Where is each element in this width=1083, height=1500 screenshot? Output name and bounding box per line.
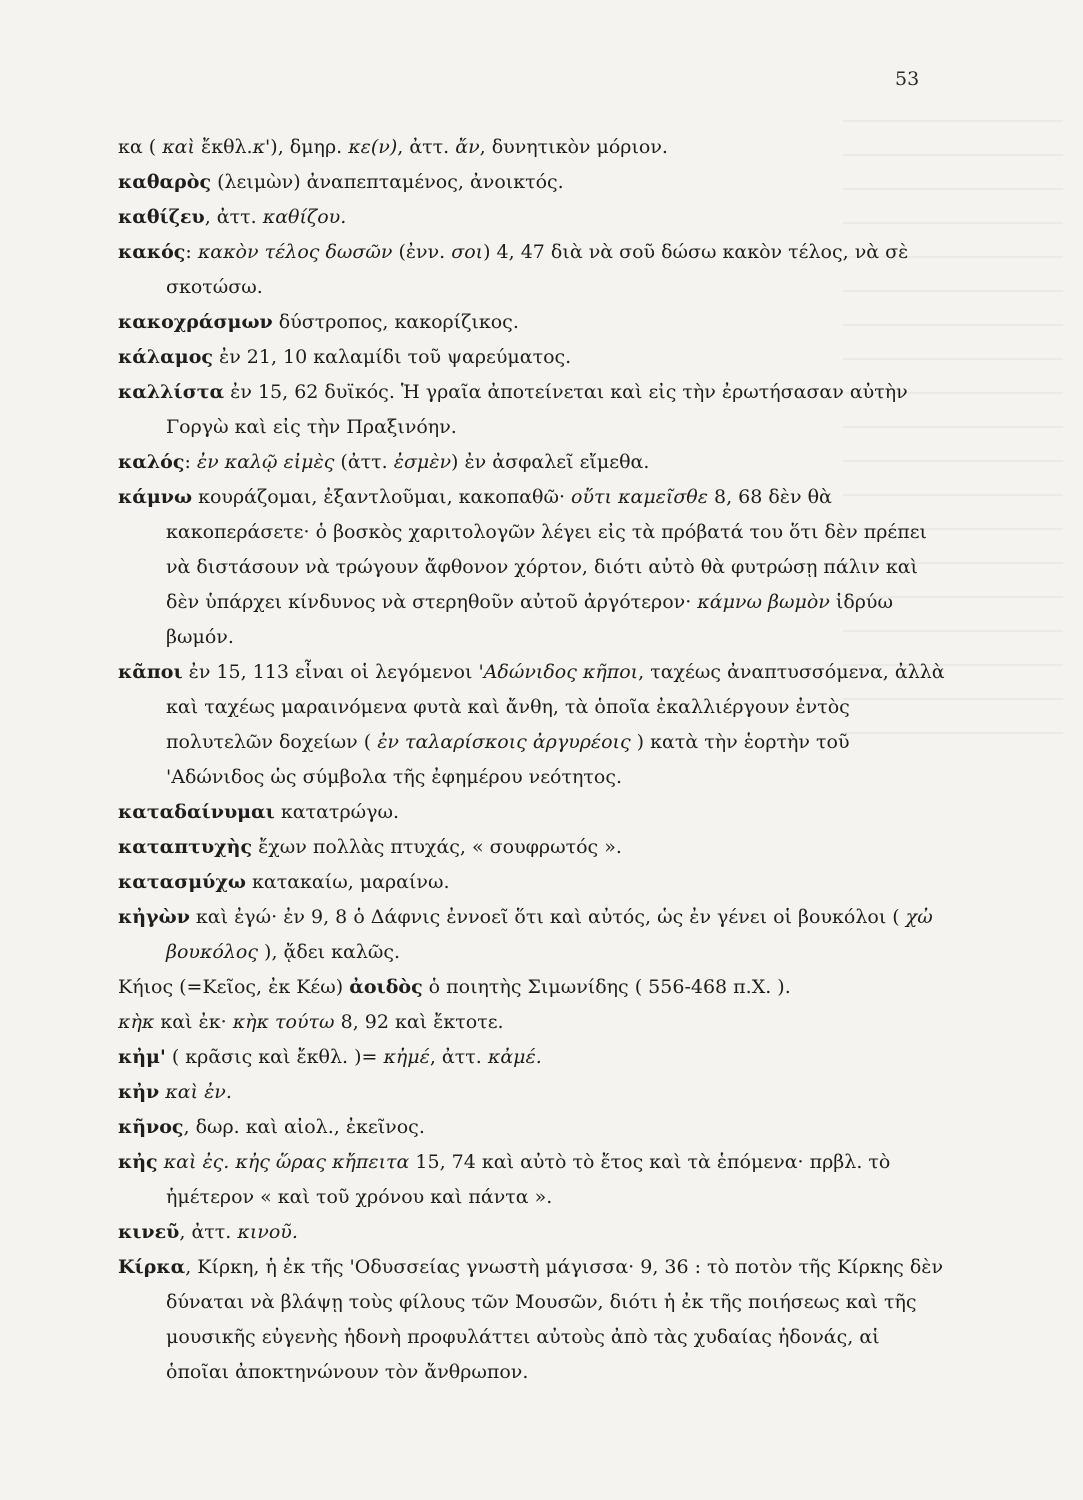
entry-text: ὁ ποιητὴς Σιμωνίδης ( 556-468 π.Χ. ). bbox=[422, 976, 791, 998]
italic-quote: ἐσμὲν bbox=[393, 451, 452, 473]
headword: κακός bbox=[118, 241, 186, 263]
headword: κἠμ' bbox=[118, 1046, 166, 1068]
glossary-entry bbox=[118, 970, 948, 1005]
italic-quote: καὶ ἐν. bbox=[165, 1081, 232, 1103]
entry-text: κατακαίω, μαραίνω. bbox=[245, 871, 450, 893]
entry-text: , ἀττ. bbox=[204, 206, 263, 228]
glossary-entry bbox=[118, 1215, 948, 1250]
italic-quote: καὶ ἐς. κἠς ὥρας κἤπειτα bbox=[163, 1151, 410, 1173]
italic-quote: κάμνω βωμὸν bbox=[697, 591, 830, 613]
entry-text: δύστροπος, κακορίζικος. bbox=[272, 311, 519, 333]
italic-quote: κἀμέ. bbox=[487, 1046, 542, 1068]
entry-text: ), ᾄδει καλῶς. bbox=[258, 941, 401, 963]
entry-text: ἔκθλ. bbox=[194, 136, 253, 158]
entry-text: , ἀττ. bbox=[429, 1046, 488, 1068]
entry-text: ἐν 15, 113 εἶναι οἱ λεγόμενοι bbox=[182, 661, 479, 683]
entry-text: 8, 92 καὶ ἔκτοτε. bbox=[334, 1011, 504, 1033]
entry-text: : bbox=[185, 241, 198, 263]
glossary-entry bbox=[118, 375, 948, 445]
entry-text: ( κρᾶσις καὶ ἔκθλ. )= bbox=[165, 1046, 384, 1068]
italic-quote: καθίζου. bbox=[262, 206, 347, 228]
entry-text: ἐν 15, 62 δυϊκός. Ἡ γραῖα ἀποτείνεται καὶ εἰς τὴν ἐρωτήσασαν αὐτὴν Γοργὼ καὶ εἰς τὴν Πραξινόην. bbox=[166, 381, 908, 438]
glossary-entry bbox=[118, 445, 948, 480]
headword: κακοχράσμων bbox=[118, 311, 273, 333]
page-number: 53 bbox=[895, 68, 920, 90]
glossary-entries bbox=[118, 130, 948, 1390]
entry-text: , δυνητικὸν μόριον. bbox=[479, 136, 668, 158]
headword: κἠν bbox=[118, 1081, 160, 1103]
italic-quote: κε(ν) bbox=[348, 136, 398, 158]
entry-text: κα ( bbox=[118, 136, 163, 158]
italic-quote: χὠ βουκόλος bbox=[166, 906, 933, 963]
headword: κῆνος bbox=[118, 1116, 184, 1138]
glossary-entry bbox=[118, 165, 948, 200]
headword: καταδαίνυμαι bbox=[118, 801, 275, 823]
glossary-entry bbox=[118, 340, 948, 375]
italic-quote: καὶ bbox=[162, 136, 195, 158]
entry-text: ) ἐν ἀσφαλεῖ εἴμεθα. bbox=[451, 451, 650, 473]
glossary-entry bbox=[118, 900, 948, 970]
headword: κᾶποι bbox=[118, 661, 183, 683]
italic-quote: οὔτι καμεῖσθε bbox=[571, 486, 708, 508]
headword: Κίρκα bbox=[118, 1256, 186, 1278]
headword: καλός bbox=[118, 451, 185, 473]
entry-text: (ἐνν. bbox=[392, 241, 452, 263]
headword: καλλίστα bbox=[118, 381, 225, 403]
entry-text: (ἀττ. bbox=[334, 451, 394, 473]
headword: ἀοιδὸς bbox=[349, 976, 423, 998]
entry-text: , ταχέως ἀναπτυσσόμενα, ἀλλὰ καὶ ταχέως μαραινόμενα φυτὰ καὶ ἄνθη, τὰ ὁποῖα ἐκαλλιέργουν ἐντὸς πολυτελῶν δοχείων ( bbox=[166, 661, 945, 753]
glossary-entry bbox=[118, 865, 948, 900]
glossary-entry bbox=[118, 795, 948, 830]
entry-text: ) κατὰ τὴν ἑορτὴν τοῦ 'Αδώνιδος ὡς σύμβολα τῆς ἐφημέρου νεότητος. bbox=[166, 731, 850, 788]
italic-quote: ἐν ταλαρίσκοις ἀργυρέοις bbox=[377, 731, 631, 753]
entry-text: ἔχων πολλὰς πτυχάς, « σουφρωτός ». bbox=[252, 836, 622, 858]
glossary-entry bbox=[118, 1145, 948, 1215]
italic-quote: κἠμέ bbox=[383, 1046, 430, 1068]
entry-text: κατατρώγω. bbox=[274, 801, 399, 823]
entry-text: 8, 68 δὲν θὰ κακοπεράσετε· ὁ βοσκὸς χαριτολογῶν λέγει εἰς τὰ πρόβατά του ὅτι δὲν πρέπει νὰ διστάσουν νὰ τρώγουν ἄφθονον χόρτον, διότι αὐτὸ θὰ φυτρώσῃ πάλιν καὶ δὲν ὑπάρχει κίνδυνος νὰ στερηθοῦν αὐτοῦ ἀργότερον· bbox=[166, 486, 928, 613]
headword: καθαρὸς bbox=[118, 171, 212, 193]
glossary-entry bbox=[118, 200, 948, 235]
glossary-entry bbox=[118, 235, 948, 305]
headword: κἠγὼν bbox=[118, 906, 190, 928]
entry-text: , δωρ. καὶ αἰολ., ἐκεῖνος. bbox=[183, 1116, 425, 1138]
entry-text: : bbox=[184, 451, 197, 473]
glossary-entry bbox=[118, 1040, 948, 1075]
entry-text: ἱδρύω βωμόν. bbox=[166, 591, 893, 648]
entry-text: , ἀττ. bbox=[179, 1221, 238, 1243]
headword: καταπτυχὴς bbox=[118, 836, 253, 858]
glossary-entry bbox=[118, 130, 948, 165]
glossary-entry bbox=[118, 1075, 948, 1110]
headword: κἠς bbox=[118, 1151, 158, 1173]
headword: καθίζευ bbox=[118, 206, 205, 228]
entry-text: (λειμὼν) ἀναπεπταμένος, ἀνοικτός. bbox=[211, 171, 564, 193]
italic-quote: κακὸν τέλος δωσῶν bbox=[197, 241, 393, 263]
headword: κάμνω bbox=[118, 486, 193, 508]
headword: κινεῦ bbox=[118, 1221, 180, 1243]
glossary-entry bbox=[118, 830, 948, 865]
glossary-entry bbox=[118, 655, 948, 795]
entry-text: καὶ ἐκ· bbox=[154, 1011, 233, 1033]
italic-quote: ἐν καλῷ εἰμὲς bbox=[196, 451, 335, 473]
italic-quote: 'Αδώνιδος κῆποι bbox=[478, 661, 639, 683]
entry-text: ἐν 21, 10 καλαμίδι τοῦ ψαρεύματος. bbox=[212, 346, 572, 368]
entry-text: ) 4, 47 διὰ νὰ σοῦ δώσω κακὸν τέλος, νὰ σὲ σκοτώσω. bbox=[166, 241, 909, 298]
entry-text: Κήιος (=Κεῖος, ἐκ Κέω) bbox=[118, 976, 350, 998]
glossary-entry bbox=[118, 480, 948, 655]
entry-text: 15, 74 καὶ αὐτὸ τὸ ἔτος καὶ τὰ ἑπόμενα· πρβλ. τὸ ἡμέτερον « καὶ τοῦ χρόνου καὶ πάντα ». bbox=[166, 1151, 891, 1208]
entry-text: , Κίρκη, ἡ ἐκ τῆς 'Οδυσσείας γνωστὴ μάγισσα· 9, 36 : τὸ ποτὸν τῆς Κίρκης δὲν δύναται νὰ βλάψῃ τοὺς φίλους τῶν Μουσῶν, διότι ἡ ἐκ τῆς ποιήσεως καὶ τῆς μουσικῆς εὐγενὴς ἡδονὴ προφυλάττει αὐτοὺς ἀπὸ τὰς χυδαίας ἡδονάς, αἱ ὁποῖαι ἀποκτηνώνουν τὸν ἄνθρωπον. bbox=[166, 1256, 944, 1383]
headword: κάλαμος bbox=[118, 346, 213, 368]
glossary-entry bbox=[118, 1110, 948, 1145]
entry-text: ), δμηρ. bbox=[270, 136, 349, 158]
glossary-entry bbox=[118, 1005, 948, 1040]
glossary-entry bbox=[118, 305, 948, 340]
glossary-entry bbox=[118, 1250, 948, 1390]
italic-quote: κὴκ τούτω bbox=[232, 1011, 335, 1033]
italic-quote: ἄν bbox=[455, 136, 480, 158]
italic-quote: σοι bbox=[451, 241, 484, 263]
entry-text: καὶ ἐγώ· ἐν 9, 8 ὁ Δάφνις ἐννοεῖ ὅτι καὶ αὐτός, ὡς ἐν γένει οἱ βουκόλοι ( bbox=[189, 906, 906, 928]
italic-quote: κινοῦ. bbox=[237, 1221, 298, 1243]
italic-quote: κὴκ bbox=[118, 1011, 155, 1033]
entry-text: , ἀττ. bbox=[397, 136, 456, 158]
entry-text: κουράζομαι, ἐξαντλοῦμαι, κακοπαθῶ· bbox=[192, 486, 572, 508]
italic-quote: κ' bbox=[252, 136, 271, 158]
headword: κατασμύχω bbox=[118, 871, 246, 893]
